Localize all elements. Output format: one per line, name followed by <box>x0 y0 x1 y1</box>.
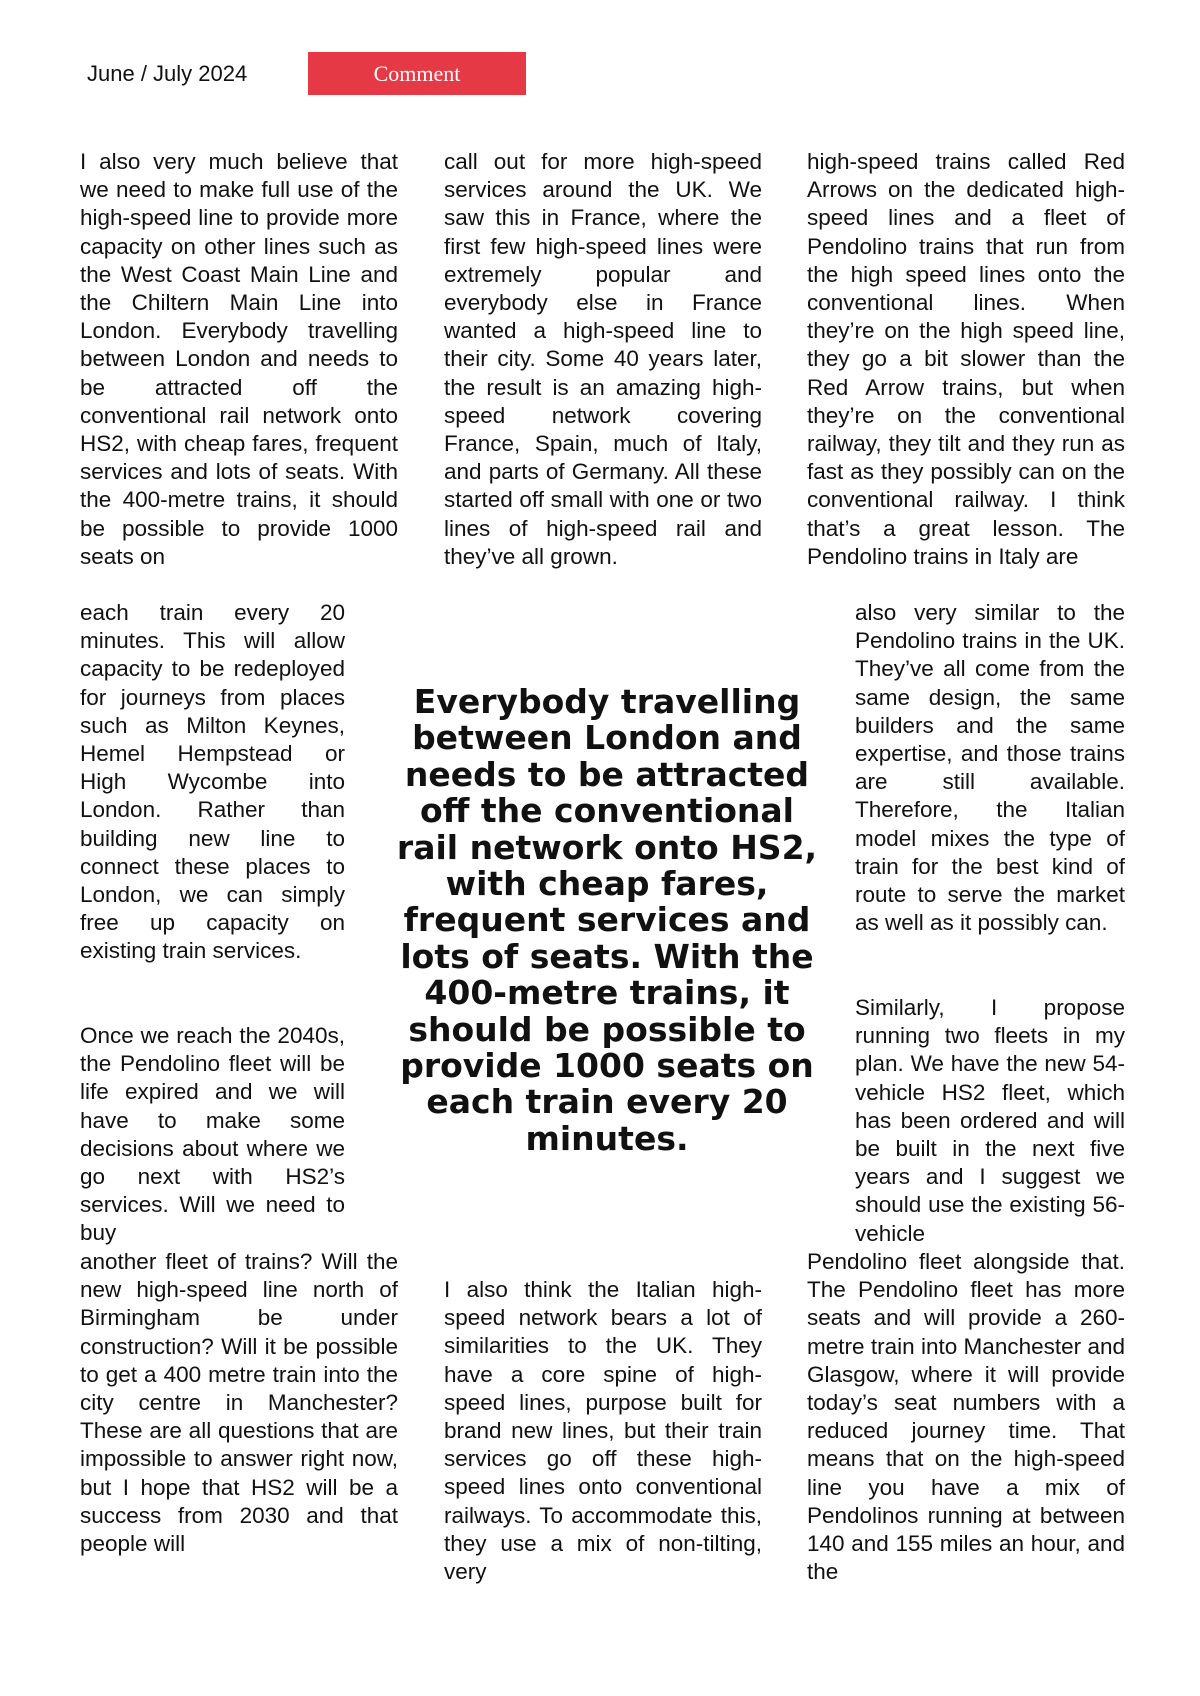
column-3-text-a: high-speed trains called Red Arrows on the dedicated high-speed lines and a fleet of Pendolino trains that run from the high speed lines onto the conventional lines. When they’re on the high speed line, they go a bit slower than the Red Arrow trains, but when they’re on the conventional railway, they tilt and they run as fast as they possibly can on the conventional railway. I think that’s a great lesson. The Pendolino trains in Italy are <box>807 149 1125 569</box>
column-3-text-c: Similarly, I propose running two fleets in my plan. We have the new 54-vehicle HS2 fleet, which has been ordered and will be built in the next five years and I suggest we should use the existing 56-vehicle <box>855 995 1125 1246</box>
column-3-text-d: Pendolino fleet alongside that. The Pendolino fleet has more seats and will provide a 260-metre train into Manchester and Glasgow, where it will provide today’s seat numbers with a reduced journey time. That means that on the high-speed line you have a mix of Pendolinos running at between 140 and 155 miles an hour, and the <box>807 1249 1125 1585</box>
column-2-text-top: call out for more high-speed services around the UK. We saw this in France, where the first few high-speed lines were extremely popular and everybody else in France wanted a high-speed line to their city. Some 40 years later, the result is an amazing high-speed network covering France, Spain, much of Italy, and parts of Germany. All these started off small with one or two lines of high-speed rail and they’ve all grown. <box>444 149 762 569</box>
column-1-text-d: another fleet of trains? Will the new high-speed line north of Birmingham be under construction? Will it be possible to get a 400 metre train into the city centre in Manchester? These are all questions that are impossible to answer right now, but I hope that HS2 will be a success from 2030 and that people will <box>80 1249 398 1557</box>
pull-quote: Everybody travelling between London and needs to be attracted off the conventional rail network onto HS2, with cheap fares, frequent services and lots of seats. With the 400-metre trains, it should be possible to provide 1000 seats on each train every 20 minutes. <box>396 682 818 1158</box>
column-1-text-b: each train every 20 minutes. This will allow capacity to be redeployed for journeys from places such as Milton Keynes, Hemel Hempstead or High Wycombe into London. Rather than building new line to connect these places to London, we can simply free up capacity on existing train services. <box>80 600 345 964</box>
issue-date: June / July 2024 <box>87 61 248 86</box>
column-1-text-a: I also very much believe that we need to make full use of the high-speed line to provide more capacity on other lines such as the West Coast Main Line and the Chiltern Main Line into London. Everybody travelling between London and needs to be attracted off the conventional rail network onto HS2, with cheap fares, frequent services and lots of seats. With the 400-metre trains, it should be possible to provide 1000 seats on <box>80 149 398 569</box>
column-3-text-b: also very similar to the Pendolino trains in the UK. They’ve all come from the same design, the same builders and the same expertise, and those trains are still available. Therefore, the Italian model mixes the type of train for the best kind of route to serve the market as well as it possibly can. <box>855 600 1125 936</box>
section-badge: Comment <box>308 52 526 95</box>
column-2-text-bottom: I also think the Italian high-speed network bears a lot of similarities to the UK. They have a core spine of high-speed lines, purpose built for brand new lines, but their train services go off these high-speed lines onto conventional railways. To accommodate this, they use a mix of non-tilting, very <box>444 1277 762 1585</box>
column-1-text-c: Once we reach the 2040s, the Pendolino fleet will be life expired and we will have to make some decisions about where we go next with HS2’s services. Will we need to buy <box>80 1023 345 1246</box>
